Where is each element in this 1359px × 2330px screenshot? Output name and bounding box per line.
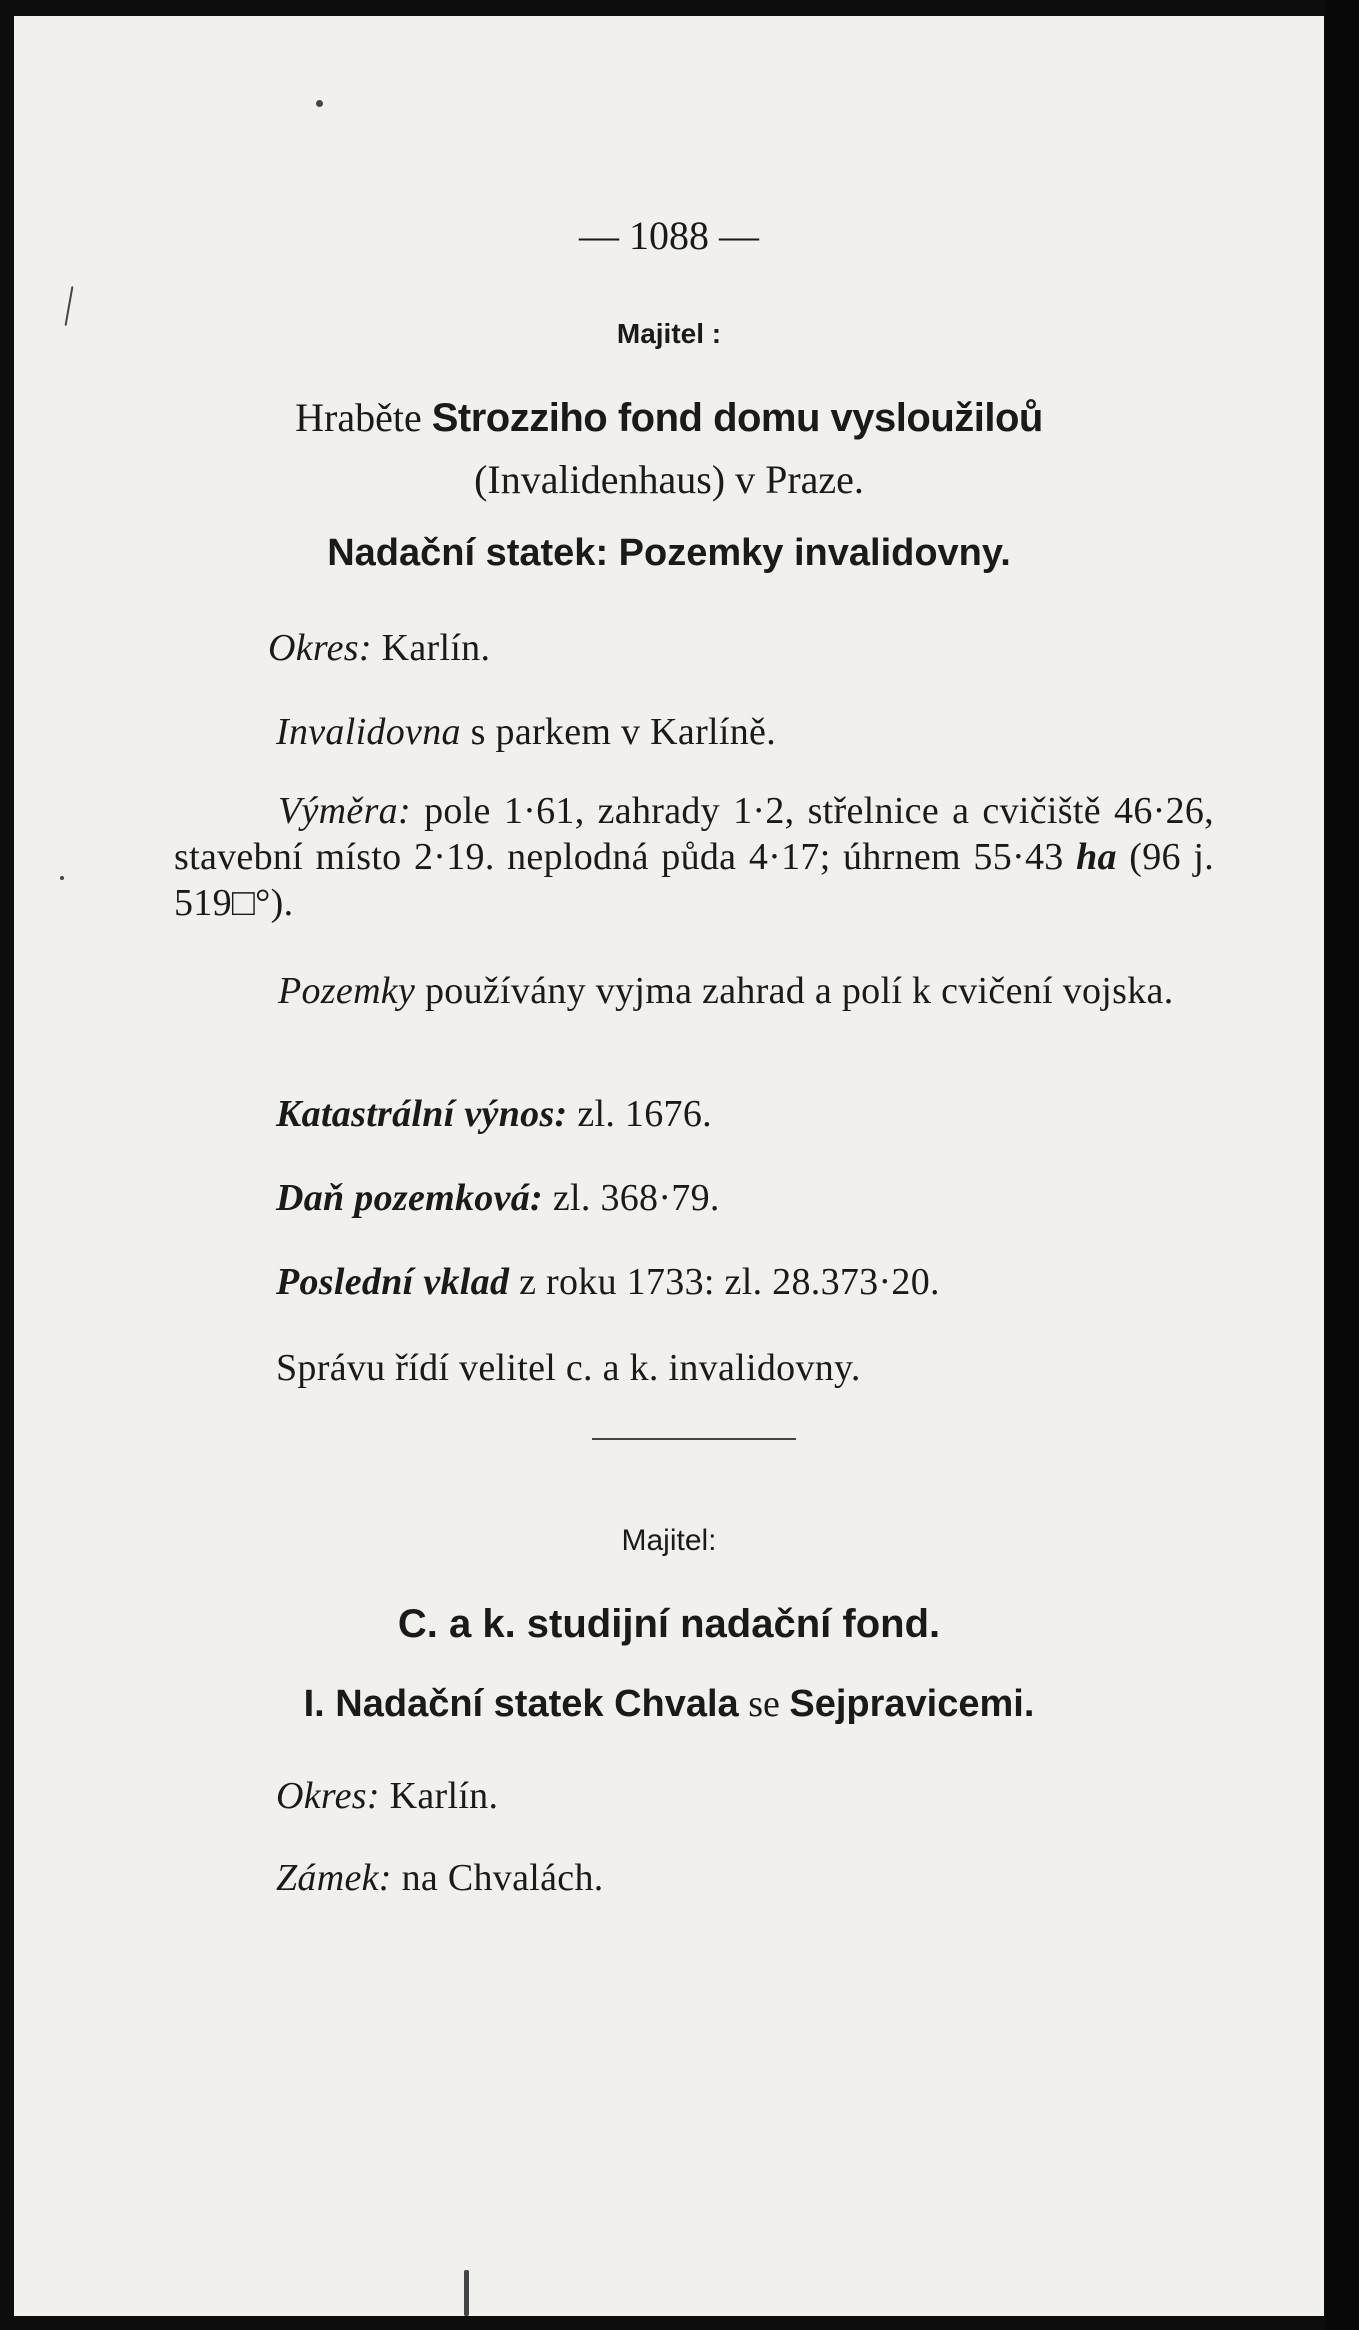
scan-border <box>1325 0 1359 2330</box>
estate-heading <box>14 532 1324 575</box>
district2-line <box>276 1774 498 1818</box>
scan-mark <box>464 2270 469 2316</box>
tax-label: Daň pozemková: <box>276 1177 544 1219</box>
owner2-value: C. a k. studijní nadační fond. <box>397 1602 941 1646</box>
castle-value: na Chvalách. <box>401 1857 604 1899</box>
section-divider <box>592 1438 796 1440</box>
cadastral-label: Katastrální výnos: <box>276 1093 568 1135</box>
tax-line <box>276 1176 720 1220</box>
cadastral-value: zl. 1676. <box>577 1093 712 1135</box>
owner2-label: Majitel: <box>621 1524 717 1557</box>
cadastral-line <box>276 1092 712 1136</box>
district2-value: Karlín. <box>389 1775 499 1817</box>
building-value: s parkem v Karlíně. <box>470 711 777 753</box>
estate2-suffix: Sejpravicemi. <box>789 1683 1035 1725</box>
district-line <box>268 626 490 670</box>
owner-line2: (Invalidenhaus) v Praze. <box>474 457 864 502</box>
estate-label: Nadační statek: <box>327 532 609 574</box>
estate2-heading <box>14 1682 1324 1726</box>
owner-bold: Strozziho fond domu vysloužiloů <box>431 396 1043 440</box>
tax-value: zl. 368·79. <box>552 1177 720 1219</box>
estate2-se: se <box>748 1683 780 1725</box>
castle-label: Zámek: <box>276 1857 392 1899</box>
deposit-label: Poslední vklad <box>276 1261 510 1303</box>
district2-label: Okres: <box>276 1775 380 1817</box>
admin-line: Správu řídí velitel c. a k. invalidovny. <box>276 1347 861 1389</box>
scan-speck <box>60 876 64 880</box>
castle-line <box>276 1856 604 1900</box>
building-label: Invalidovna <box>276 711 461 753</box>
page-number: — 1088 — <box>579 213 759 258</box>
area-label: Výměra: <box>278 790 411 832</box>
area-paragraph <box>174 788 1214 926</box>
district-value: Karlín. <box>381 627 491 669</box>
use-label: Pozemky <box>278 970 416 1012</box>
estate-value: Pozemky invalidovny. <box>618 532 1011 574</box>
district-label: Okres: <box>268 627 372 669</box>
deposit-value: z roku 1733: zl. 28.373·20. <box>519 1261 940 1303</box>
use-paragraph <box>174 968 1214 1014</box>
area-text: pole 1·61, zahrady 1·2, střelnice a cvičiště 46·26, stavební místo 2·19. neplodná půda 4·17; úhrnem 55·43 <box>174 790 1214 878</box>
owner-prefix: Hraběte <box>295 395 422 440</box>
scan-speck <box>316 100 323 107</box>
estate2-prefix: I. Nadační statek Chvala <box>303 1683 739 1725</box>
document-page <box>14 16 1324 2316</box>
area-tail: (96 j. 519□°). <box>174 836 1214 924</box>
use-text: používány vyjma zahrad a polí k cvičení vojska. <box>424 970 1174 1012</box>
area-unit: ha <box>1076 836 1117 878</box>
building-line <box>276 710 776 754</box>
owner-name <box>14 394 1324 441</box>
deposit-line <box>276 1260 940 1304</box>
owner-label: Majitel : <box>616 318 722 349</box>
